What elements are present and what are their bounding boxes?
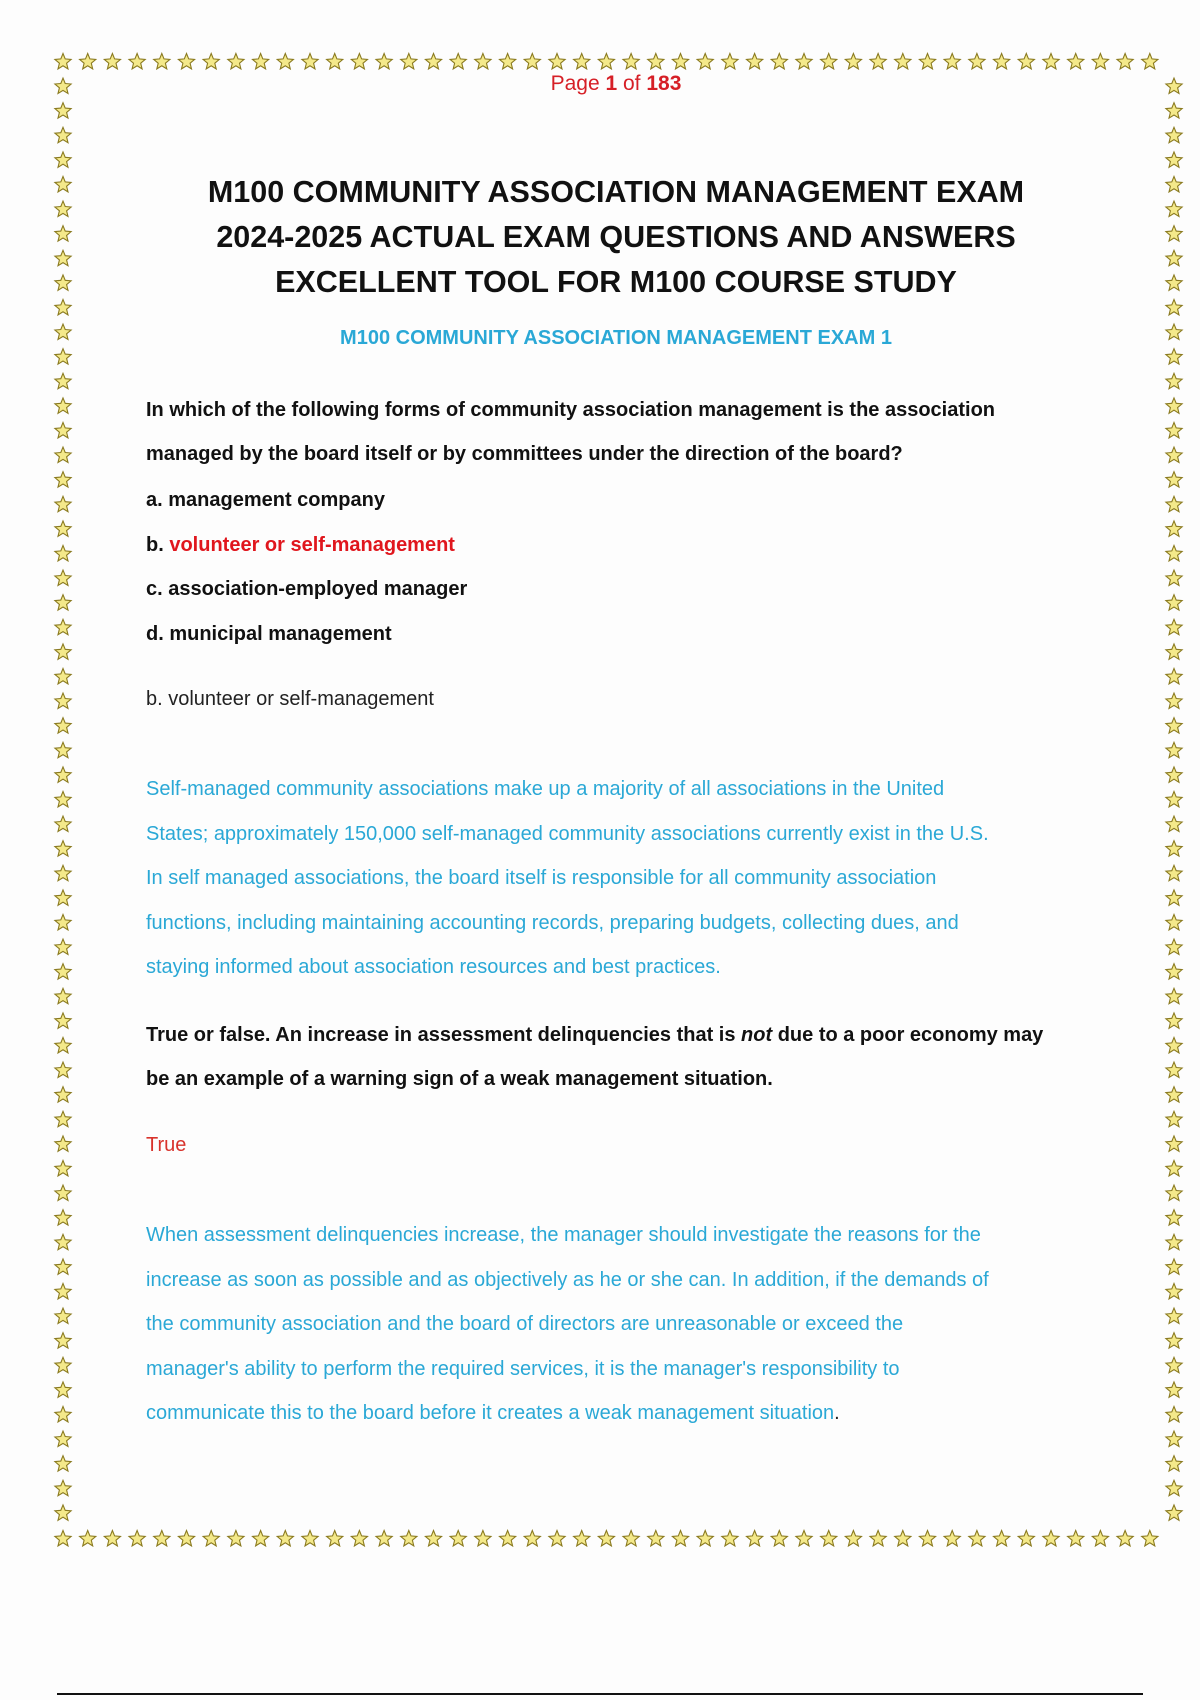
- explanation-line: staying informed about association resources and best practices.: [146, 956, 721, 978]
- explanation-line: increase as soon as possible and as objectively as he or she can. In addition, if the demands of: [146, 1268, 989, 1291]
- question-line: In which of the following forms of community association management is the association: [146, 399, 996, 421]
- explanation-line: the community association and the board of directors are unreasonable or exceed the: [146, 1313, 904, 1335]
- answer-1: b. volunteer or self-management: [146, 688, 434, 710]
- current-page: 1: [605, 72, 618, 95]
- title-line: M100 COMMUNITY ASSOCIATION MANAGEMENT EXAM: [207, 175, 1025, 209]
- option-b: [146, 523, 467, 568]
- of-label: of: [623, 72, 641, 95]
- answer-options: [146, 478, 467, 656]
- option-c: [146, 567, 467, 612]
- option-a: [146, 478, 467, 523]
- bottom-divider: [57, 1693, 1143, 1695]
- question-text: True or false. An increase in assessment delinquencies that is: [146, 1024, 736, 1046]
- explanation-line: manager's ability to perform the required services, it is the manager's responsibility to: [146, 1357, 900, 1380]
- option-text: management company: [168, 489, 385, 511]
- explanation-1: [146, 767, 1106, 990]
- explanation-line: functions, including maintaining accounting records, preparing budgets, collecting dues, and: [146, 911, 959, 934]
- option-letter: a.: [146, 489, 163, 511]
- question-line: managed by the board itself or by committees under the direction of the board?: [146, 443, 903, 465]
- question-1: [146, 388, 1106, 476]
- explanation-period: .: [834, 1402, 840, 1424]
- question-2: [146, 1013, 1106, 1101]
- question-line: [146, 1013, 1106, 1057]
- option-text: municipal management: [169, 622, 392, 645]
- total-pages: 183: [646, 72, 682, 95]
- explanation-2: [146, 1213, 1106, 1436]
- page-number: [0, 72, 1200, 96]
- explanation-line: Self-managed community associations make up a majority of all associations in the United: [146, 778, 945, 800]
- explanation-line: When assessment delinquencies increase, the manager should investigate the reasons for the: [146, 1224, 981, 1246]
- title-line: 2024-2025 ACTUAL EXAM QUESTIONS AND ANSWERS: [216, 220, 1016, 254]
- answer-2: True: [146, 1134, 187, 1156]
- option-letter: c.: [146, 578, 163, 600]
- option-text: association-employed manager: [168, 578, 468, 600]
- explanation-text: communicate this to the board before it creates a weak management situation: [146, 1402, 835, 1424]
- page-label: Page: [550, 72, 600, 95]
- document-title: [100, 170, 1132, 305]
- title-line: EXCELLENT TOOL FOR M100 COURSE STUDY: [275, 265, 957, 299]
- option-d: [146, 612, 467, 657]
- question-line: be an example of a warning sign of a weak management situation.: [146, 1068, 773, 1090]
- option-letter: b.: [146, 533, 164, 556]
- explanation-line: [146, 1391, 1106, 1436]
- explanation-line: States; approximately 150,000 self-managed community associations currently exist in the U.S.: [146, 822, 989, 845]
- question-text: due to a poor economy may: [777, 1024, 1044, 1046]
- explanation-line: In self managed associations, the board itself is responsible for all community association: [146, 867, 937, 889]
- emphasis-text: not: [741, 1024, 773, 1046]
- correct-option-text: volunteer or self-management: [169, 533, 455, 556]
- section-heading: M100 COMMUNITY ASSOCIATION MANAGEMENT EXAM 1: [340, 327, 892, 349]
- option-letter: d.: [146, 622, 164, 645]
